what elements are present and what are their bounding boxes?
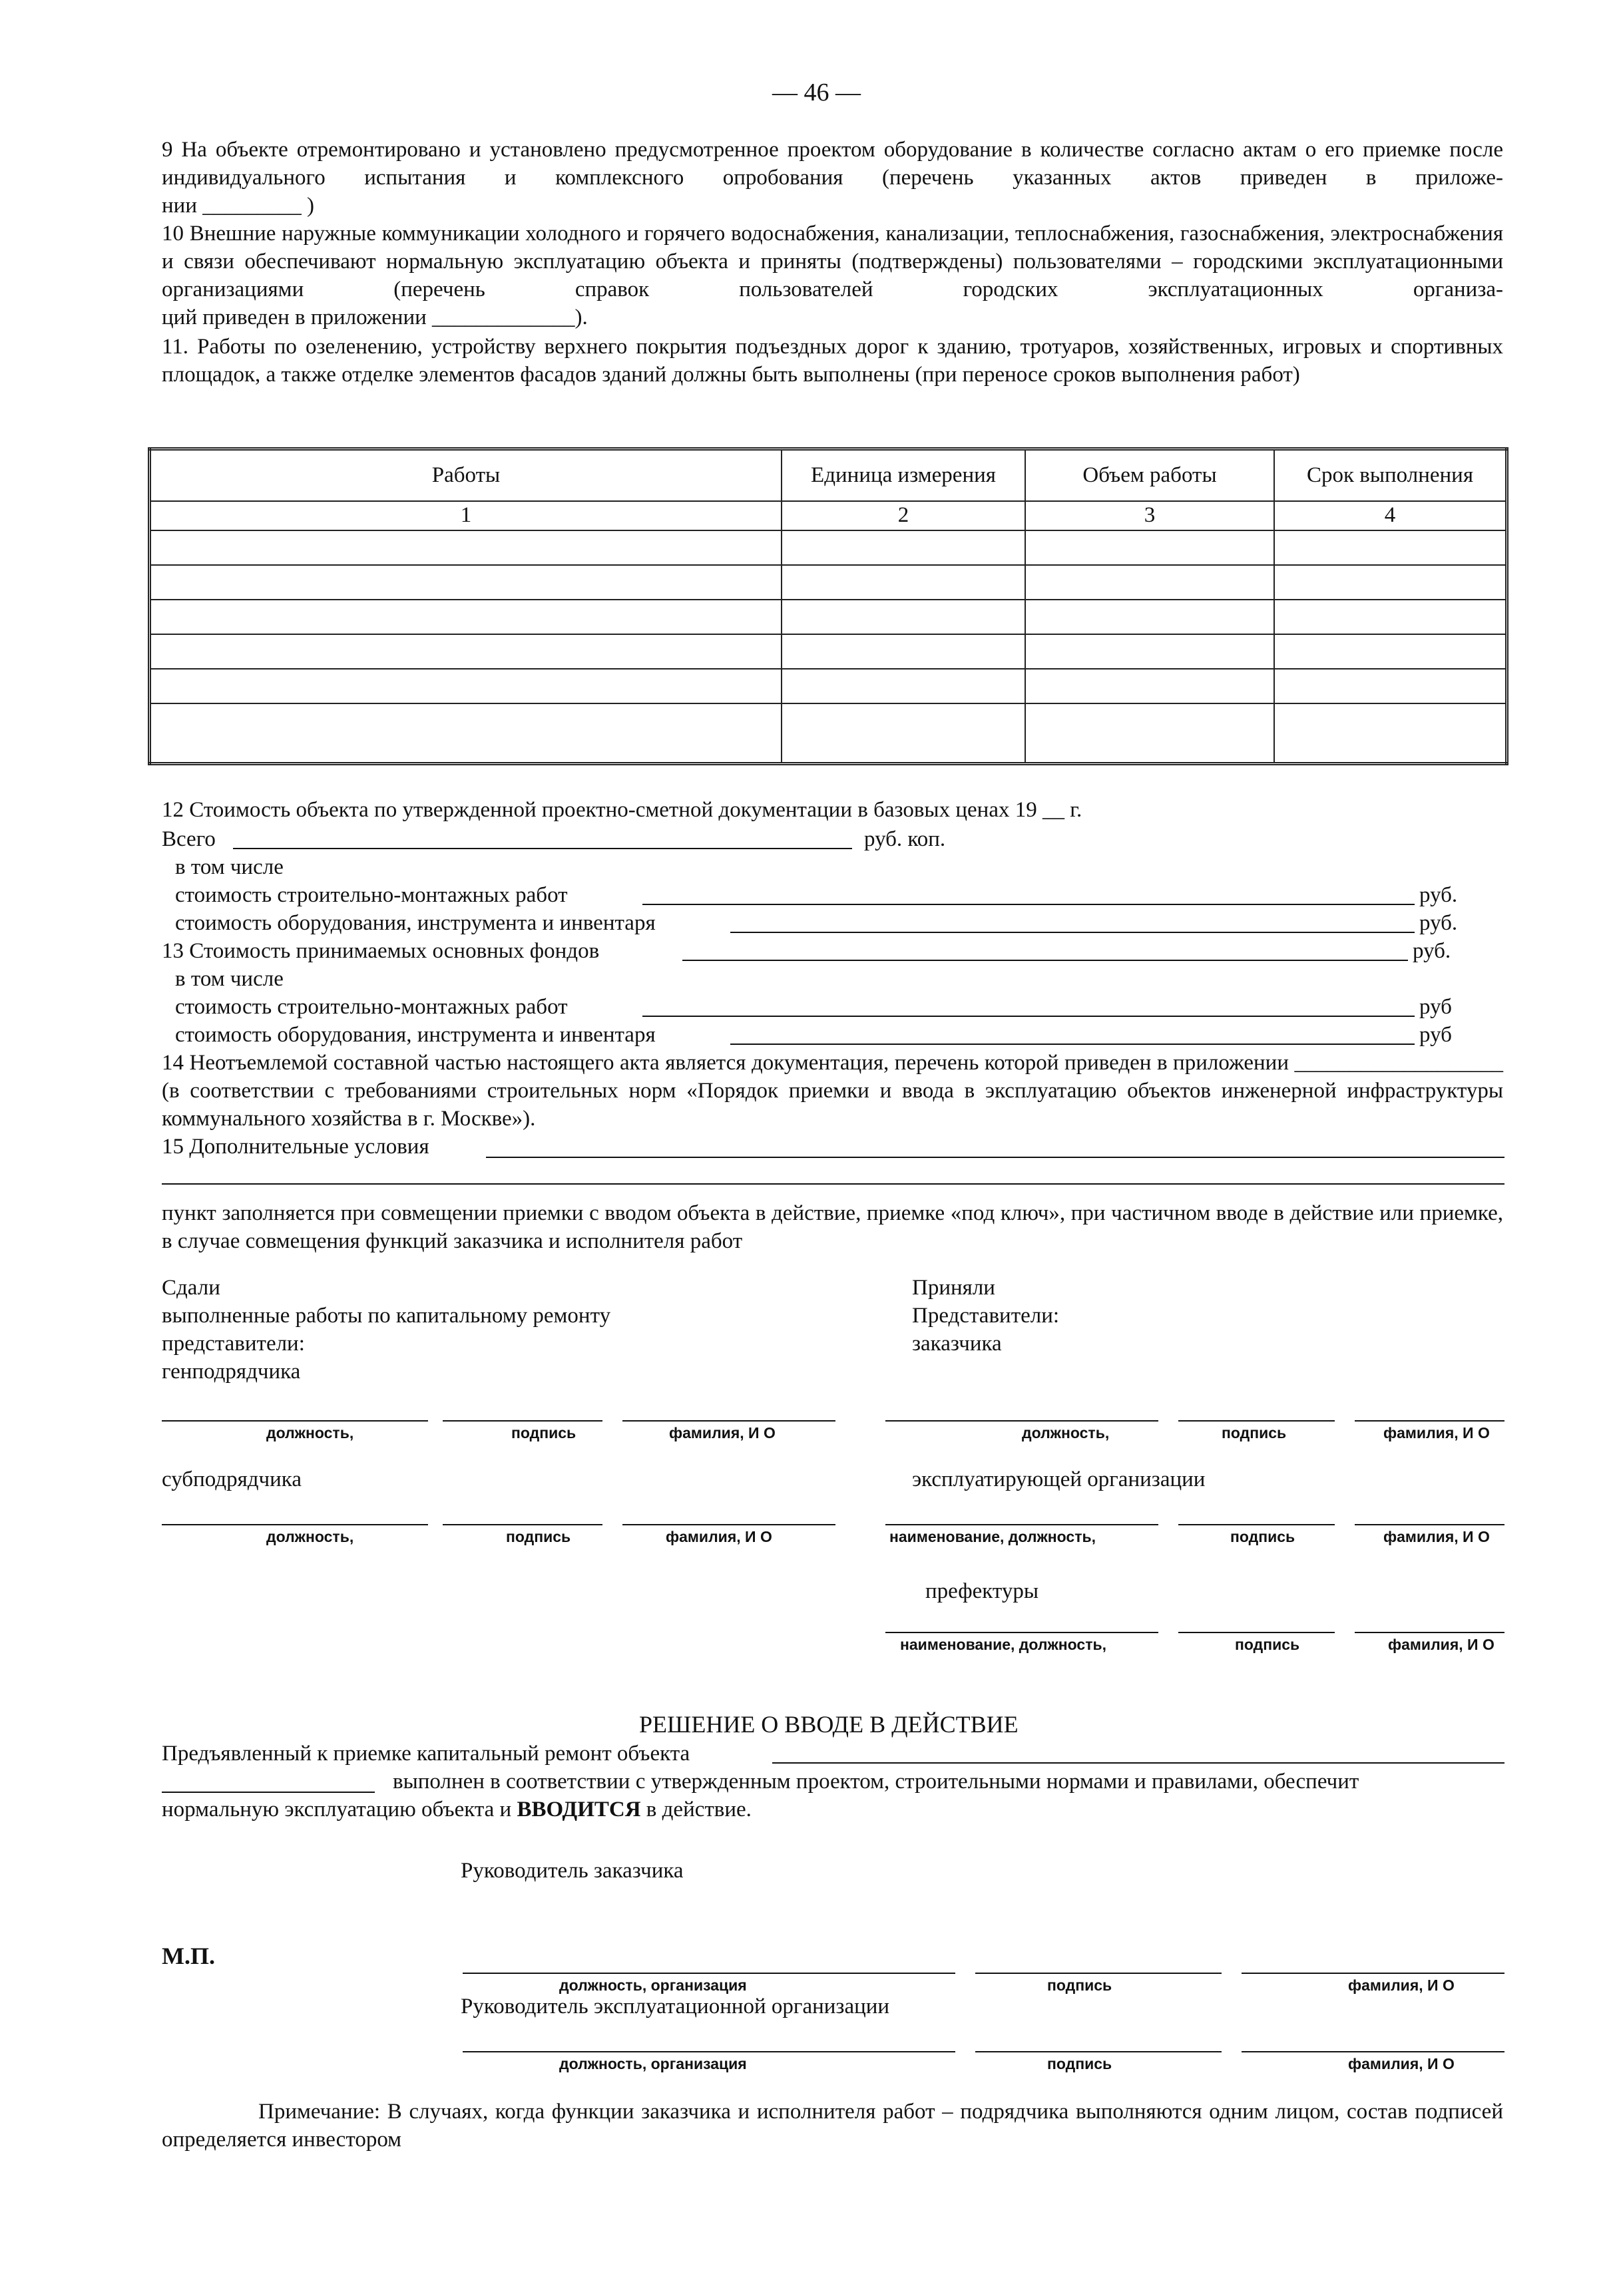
- head-operator-signature-caption: подпись: [1047, 2055, 1112, 2072]
- item-12: 12 Стоимость объекта по утвержденной проектно-сметной документации в базовых ценах 19 __ г.: [162, 798, 1082, 822]
- item-11: 11. Работы по озеленению, устройству верхнего покрытия подъездных дорог к зданию, тротуаров, хозяйственных, игровых и спортивных площадок, а также отделке элементов фасадов зданий должны быть выполнены (при переносе сроков выполнения работ): [162, 335, 1503, 387]
- gc-signature-field[interactable]: [443, 1420, 602, 1422]
- table-row: [150, 669, 1507, 703]
- handed-over-desc: выполненные работы по капитальному ремонту: [162, 1304, 611, 1328]
- head-customer-signature-field[interactable]: [975, 1973, 1222, 1974]
- gc-name-caption: фамилия, И О: [669, 1424, 776, 1441]
- total-label: Всего: [162, 827, 216, 851]
- col-number-3: 3: [1025, 501, 1274, 530]
- operator-signature-caption: подпись: [1230, 1528, 1295, 1545]
- col-number-1: 1: [150, 501, 782, 530]
- works-table: [148, 447, 1508, 765]
- decision-line-1: Предъявленный к приемке капитальный ремонт объекта: [162, 1742, 690, 1766]
- smr-label-1: стоимость строительно-монтажных работ: [175, 883, 568, 907]
- head-customer-signature-caption: подпись: [1047, 1977, 1112, 1994]
- footnote: Примечание: В случаях, когда функции заказчика и исполнителя работ – подрядчика выполняются одним лицом, состав подписей определяется инвестором: [162, 2100, 1503, 2152]
- representatives-label-right: Представители:: [912, 1304, 1060, 1328]
- item-9-end: нии _________ ): [162, 194, 314, 218]
- rub-2: руб.: [1419, 911, 1458, 935]
- customer-name-caption: фамилия, И О: [1383, 1424, 1490, 1441]
- gc-position-field[interactable]: [162, 1420, 428, 1422]
- sub-signature-field[interactable]: [443, 1524, 602, 1525]
- additional-conditions-field-2[interactable]: [162, 1183, 1504, 1185]
- head-customer-label: Руководитель заказчика: [461, 1859, 684, 1883]
- table-cell[interactable]: [1274, 634, 1507, 669]
- incl-label-1: в том числе: [175, 855, 284, 879]
- head-customer-position-field[interactable]: [463, 1973, 955, 1974]
- item-15-note: пункт заполняется при совмещении приемки с вводом объекта в действие, приемке «под ключ», при частичном вводе в действие или приемке, в случае совмещения функций заказчика и исполнителя работ: [162, 1201, 1503, 1253]
- table-cell[interactable]: [1025, 703, 1274, 764]
- prefecture-position-caption: наименование, должность,: [900, 1636, 1107, 1653]
- equip-field-2[interactable]: [730, 1044, 1415, 1045]
- decision-enter-word: ВВОДИТСЯ: [517, 1798, 641, 1821]
- table-cell[interactable]: [1025, 565, 1274, 600]
- table-cell[interactable]: [1025, 634, 1274, 669]
- sub-position-caption: должность,: [266, 1528, 354, 1545]
- stamp-label: М.П.: [162, 1943, 215, 1969]
- decision-heading: РЕШЕНИЕ О ВВОДЕ В ДЕЙСТВИЕ: [639, 1711, 1019, 1738]
- fixed-assets-field[interactable]: [682, 960, 1408, 961]
- sub-position-field[interactable]: [162, 1524, 428, 1525]
- table-cell[interactable]: [1274, 600, 1507, 634]
- operator-name-caption: фамилия, И О: [1383, 1528, 1490, 1545]
- general-contractor-label: генподрядчика: [162, 1360, 301, 1384]
- customer-position-caption: должность,: [1022, 1424, 1110, 1441]
- table-cell[interactable]: [782, 600, 1025, 634]
- rub-4: руб: [1419, 995, 1452, 1019]
- additional-conditions-field[interactable]: [486, 1157, 1504, 1158]
- rub-1: руб.: [1419, 883, 1458, 907]
- head-operator-signature-field[interactable]: [975, 2051, 1222, 2052]
- incl-label-2: в том числе: [175, 967, 284, 991]
- operator-signature-field[interactable]: [1178, 1524, 1335, 1525]
- col-number-4: 4: [1274, 501, 1507, 530]
- smr-label-2: стоимость строительно-монтажных работ: [175, 995, 568, 1019]
- item-10-end: ций приведен в приложении _____________).: [162, 305, 588, 329]
- prefecture-name-field[interactable]: [1355, 1632, 1504, 1633]
- total-field[interactable]: [233, 848, 852, 849]
- table-row: [150, 634, 1507, 669]
- customer-name-field[interactable]: [1355, 1420, 1504, 1422]
- handed-over-label: Сдали: [162, 1276, 220, 1300]
- head-customer-name-caption: фамилия, И О: [1348, 1977, 1455, 1994]
- head-operator-position-caption: должность, организация: [559, 2055, 747, 2072]
- total-unit: руб. коп.: [864, 827, 946, 851]
- decision-line-2: выполнен в соответствии с утвержденным проектом, строительными нормами и правилами, обеспечит: [393, 1770, 1359, 1794]
- table-cell[interactable]: [1274, 703, 1507, 764]
- item-13: 13 Стоимость принимаемых основных фондов: [162, 939, 600, 963]
- col-number-2: 2: [782, 501, 1025, 530]
- customer-signature-caption: подпись: [1222, 1424, 1287, 1441]
- object-field[interactable]: [772, 1762, 1504, 1764]
- table-cell[interactable]: [150, 634, 782, 669]
- rub-3: руб.: [1413, 939, 1451, 963]
- col-header-unit: Единица измерения: [782, 449, 1025, 501]
- prefecture-position-field[interactable]: [885, 1632, 1158, 1633]
- operator-name-field[interactable]: [1355, 1524, 1504, 1525]
- prefecture-signature-caption: подпись: [1235, 1636, 1300, 1653]
- table-cell[interactable]: [782, 703, 1025, 764]
- customer-signature-field[interactable]: [1178, 1420, 1335, 1422]
- table-header-row: [150, 449, 1507, 501]
- table-number-row: [150, 501, 1507, 530]
- table-cell[interactable]: [1025, 600, 1274, 634]
- prefecture-label: префектуры: [925, 1579, 1038, 1603]
- object-field-2[interactable]: [162, 1792, 375, 1793]
- operator-label: эксплуатирующей организации: [912, 1467, 1206, 1491]
- table-cell[interactable]: [782, 634, 1025, 669]
- sub-signature-caption: подпись: [506, 1528, 571, 1545]
- subcontractor-label: субподрядчика: [162, 1467, 302, 1491]
- table-row: [150, 565, 1507, 600]
- gc-name-field[interactable]: [622, 1420, 835, 1422]
- equip-label-1: стоимость оборудования, инструмента и инвентаря: [175, 911, 656, 935]
- prefecture-name-caption: фамилия, И О: [1388, 1636, 1495, 1653]
- customer-position-field[interactable]: [885, 1420, 1158, 1422]
- col-header-volume: Объем работы: [1025, 449, 1274, 501]
- item-14: 14 Неотъемлемой составной частью настоящего акта является документация, перечень которой приведен в приложении ___________________ (в соответствии с требованиями строительных норм «Порядок приемки и ввода в эксплуатацию объектов инженерной инфраструктуры коммунального хозяйства в г. Москве»).: [162, 1051, 1503, 1131]
- rub-5: руб: [1419, 1023, 1452, 1047]
- table-cell[interactable]: [1274, 530, 1507, 565]
- col-header-works: Работы: [150, 449, 782, 501]
- table-cell[interactable]: [150, 669, 782, 703]
- table-row: [150, 703, 1507, 764]
- smr-field-1[interactable]: [642, 904, 1415, 905]
- table-cell[interactable]: [1025, 669, 1274, 703]
- item-10: 10 Внешние наружные коммуникации холодного и горячего водоснабжения, канализации, теплоснабжения, газоснабжения, электроснабжения и связи обеспечивают нормальную эксплуатацию объекта и приняты (подтверждены) пользователями – городскими эксплуатационными организациями (перечень справок пользователей городских эксплуатационных организа-: [162, 222, 1503, 301]
- head-customer-position-caption: должность, организация: [559, 1977, 747, 1994]
- item-15: 15 Дополнительные условия: [162, 1135, 429, 1159]
- page-number: — 46 —: [772, 79, 861, 106]
- customer-label: заказчика: [912, 1332, 1002, 1356]
- equip-label-2: стоимость оборудования, инструмента и инвентаря: [175, 1023, 656, 1047]
- table-cell[interactable]: [1274, 565, 1507, 600]
- sub-name-field[interactable]: [622, 1524, 835, 1525]
- prefecture-signature-field[interactable]: [1178, 1632, 1335, 1633]
- table-cell[interactable]: [1274, 669, 1507, 703]
- representatives-label: представители:: [162, 1332, 305, 1356]
- decision-line-3c: в действие.: [640, 1798, 752, 1821]
- operator-position-field[interactable]: [885, 1524, 1158, 1525]
- gc-signature-caption: подпись: [511, 1424, 577, 1441]
- decision-line-3: [162, 1796, 752, 1823]
- table-cell[interactable]: [782, 565, 1025, 600]
- table-cell[interactable]: [150, 565, 782, 600]
- table-cell[interactable]: [1025, 530, 1274, 565]
- table-cell[interactable]: [150, 703, 782, 764]
- table-cell[interactable]: [150, 600, 782, 634]
- smr-field-2[interactable]: [642, 1016, 1415, 1017]
- table-cell[interactable]: [782, 530, 1025, 565]
- head-operator-name-field[interactable]: [1242, 2051, 1504, 2052]
- table-cell[interactable]: [782, 669, 1025, 703]
- table-row: [150, 530, 1507, 565]
- head-customer-name-field[interactable]: [1242, 1973, 1504, 1974]
- gc-position-caption: должность,: [266, 1424, 354, 1441]
- table-row: [150, 600, 1507, 634]
- decision-line-3a: нормальную эксплуатацию объекта и: [162, 1798, 517, 1821]
- head-operator-position-field[interactable]: [463, 2051, 955, 2052]
- operator-position-caption: наименование, должность,: [889, 1528, 1096, 1545]
- sub-name-caption: фамилия, И О: [666, 1528, 772, 1545]
- accepted-label: Приняли: [912, 1276, 995, 1300]
- col-header-deadline: Срок выполнения: [1274, 449, 1507, 501]
- equip-field-1[interactable]: [730, 932, 1415, 933]
- table-cell[interactable]: [150, 530, 782, 565]
- head-operator-label: Руководитель эксплуатационной организации: [461, 1995, 890, 2018]
- item-9: 9 На объекте отремонтировано и установлено предусмотренное проектом оборудование в количестве согласно актам о его приемке после индивидуального испытания и комплексного опробования (перечень указанных актов приведен в приложе-: [162, 138, 1503, 190]
- head-operator-name-caption: фамилия, И О: [1348, 2055, 1455, 2072]
